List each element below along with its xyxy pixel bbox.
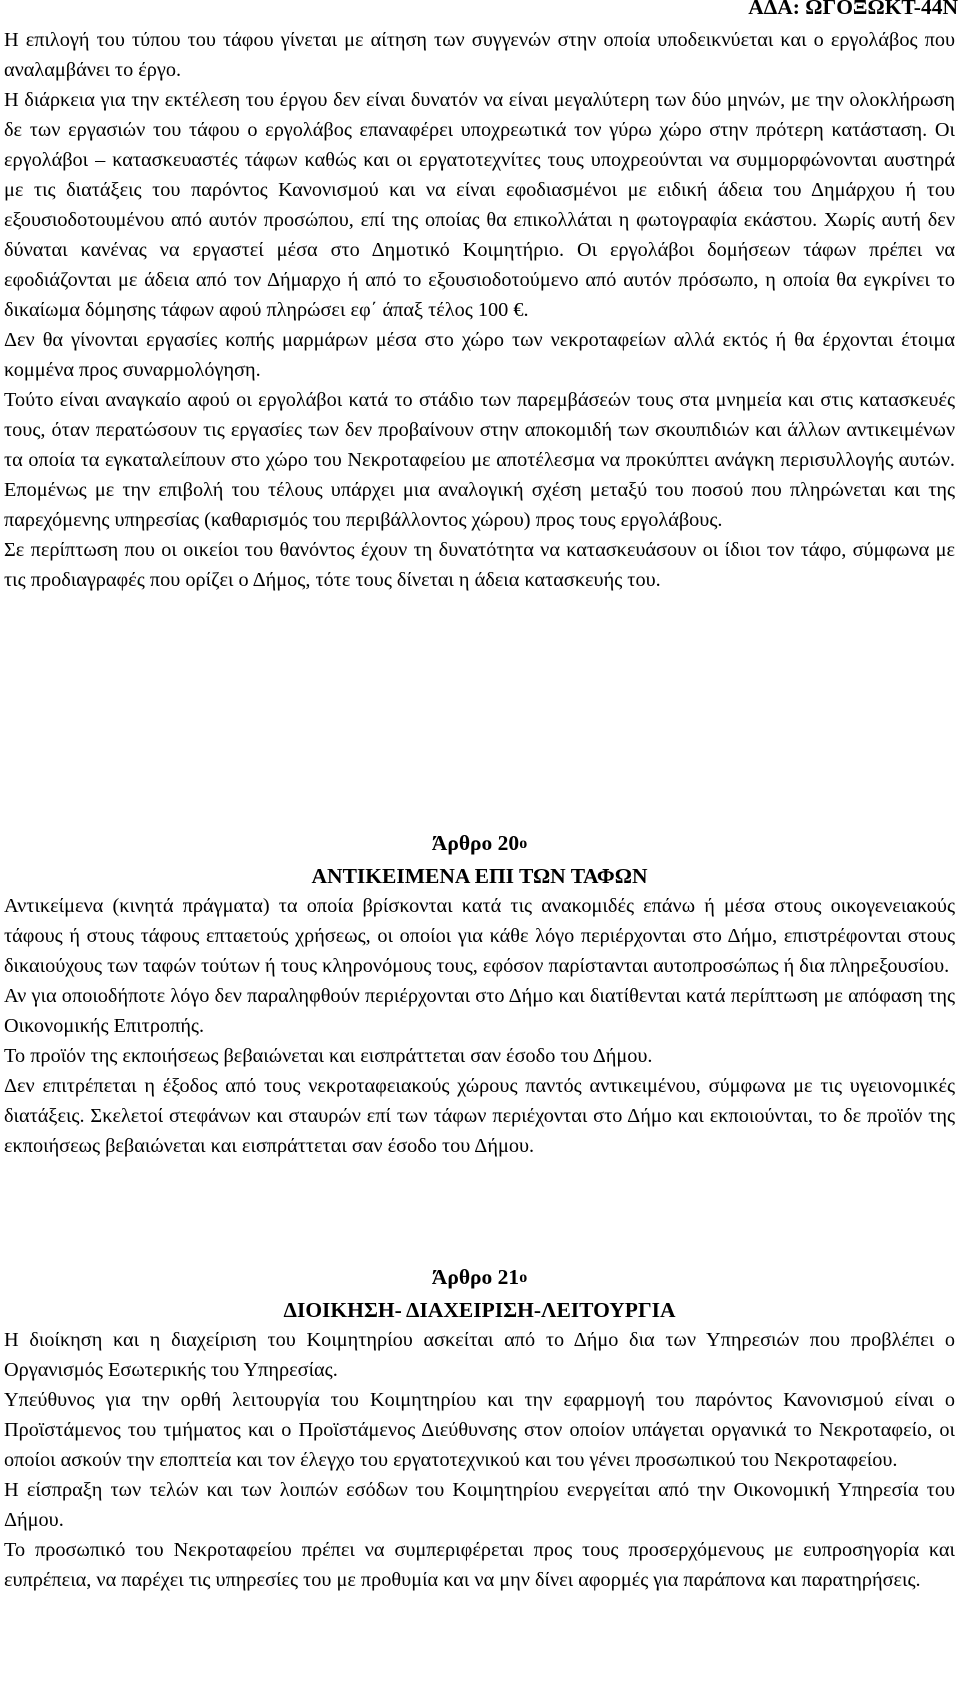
ada-code: ΑΔΑ: ΩΓΟΞΩΚΤ-44Ν xyxy=(748,0,958,19)
ordinal-suffix: ο xyxy=(519,1269,528,1286)
section-top xyxy=(4,25,955,595)
article-number-label: Άρθρο 20 xyxy=(431,831,520,855)
paragraph: Τούτο είναι αναγκαίο αφού οι εργολάβοι κατά το στάδιο των παρεμβάσεών τους στα μνημεία και στις κατασκευές τους, όταν περατώσουν τις εργασίες των δεν προβαίνουν στην αποκομιδή των σκουπιδιών και άλλων αντικειμένων τα οποία τα εγκαταλείπουν στο χώρο του Νεκροταφείου με αποτέλεσμα να προκύπτει ανάγκη περισυλλογής αυτών. Επομένως με την επιβολή του τέλους υπάρχει μια αναλογική σχέση μεταξύ του ποσού που πληρώνεται και της παρεχόμενης υπηρεσίας (καθαρισμός του περιβάλλοντος χώρου) προς τους εργολάβους. xyxy=(4,389,955,531)
article-21 xyxy=(4,1262,955,1595)
article-title: ΑΝΤΙΚΕΙΜΕΝΑ ΕΠΙ ΤΩΝ ΤΑΦΩΝ xyxy=(311,864,648,888)
paragraph: Η επιλογή του τύπου του τάφου γίνεται με αίτηση των συγγενών στην οποία υποδεικνύεται και ο εργολάβος που αναλαμβάνει το έργο. xyxy=(4,29,955,81)
paragraph: Το προϊόν της εκποιήσεως βεβαιώνεται και εισπράττεται σαν έσοδο του Δήμου. xyxy=(4,1045,653,1067)
paragraph: Το προσωπικό του Νεκροταφείου πρέπει να συμπεριφέρεται προς τους προσερχόμενους με ευπροσηγορία και ευπρέπεια, να παρέχει τις υπηρεσίες του με προθυμία και να μην δίνει αφορμές για παράπονα και παρατηρήσεις. xyxy=(4,1539,955,1591)
ordinal-suffix: ο xyxy=(519,835,528,852)
article-number-label: Άρθρο 21 xyxy=(431,1265,520,1289)
paragraph: Υπεύθυνος για την ορθή λειτουργία του Κοιμητηρίου και την εφαρμογή του παρόντος Κανονισμού είναι ο Προϊστάμενος του τμήματος και ο Προϊστάμενος Διεύθυνσης στον οποίον υπάγεται οργανικά το Νεκροταφείο, οι οποίοι ασκούν την εποπτεία και τον έλεγχο του εργατοτεχνικού και του γένει προσωπικού του Νεκροταφείου. xyxy=(4,1389,955,1471)
article-number xyxy=(4,1262,955,1295)
paragraph: Δεν επιτρέπεται η έξοδος από τους νεκροταφειακούς χώρους παντός αντικειμένου, σύμφωνα με τις υγειονομικές διατάξεις. Σκελετοί στεφάνων και σταυρών επί των τάφων περιέχονται στο Δήμο και εκποιούνται, το δε προϊόν της εκποιήσεως βεβαιώνεται και εισπράττεται σαν έσοδο του Δήμου. xyxy=(4,1075,955,1157)
paragraph: Αντικείμενα (κινητά πράγματα) τα οποία βρίσκονται κατά τις ανακομιδές επάνω ή μέσα στους οικογενειακούς τάφους ή στους τάφους επταετούς χρήσεως, οι οποίοι για κάθε λόγο περιέρχονται στο Δήμο, επιστρέφονται στους δικαιούχους των ταφών τούτων ή τους κληρονόμους τους, εφόσον παρίστανται αυτοπροσώπως ή δια πληρεξουσίου. xyxy=(4,895,955,977)
paragraph: Αν για οποιοδήποτε λόγο δεν παραληφθούν περιέρχονται στο Δήμο και διατίθενται κατά περίπτωση με απόφαση της Οικονομικής Επιτροπής. xyxy=(4,985,955,1037)
paragraph: Η διάρκεια για την εκτέλεση του έργου δεν είναι δυνατόν να είναι μεγαλύτερη των δύο μηνών, με την ολοκλήρωση δε των εργασιών του τάφου ο εργολάβος επαναφέρει υποχρεωτικά τον γύρω χώρο στην πρότερη κατάσταση. Οι εργολάβοι – κατασκευαστές τάφων καθώς και οι εργατοτεχνίτες τους υποχρεούνται να συμμορφώνονται αυστηρά με τις διατάξεις του παρόντος Κανονισμού και να είναι εφοδιασμένοι με ειδική άδεια του Δημάρχου ή του εξουσιοδοτουμένου από αυτόν προσώπου, επί της οποίας θα επικολλάται η φωτογραφία εκάστου. Χωρίς αυτή δεν δύναται κανένας να εργαστεί μέσα στο Δημοτικό Κοιμητήριο. Οι εργολάβοι δομήσεων τάφων πρέπει να εφοδιάζονται με άδεια από τον Δήμαρχο ή από το εξουσιοδοτούμενο από αυτόν πρόσωπο, η οποία θα εγκρίνει το δικαίωμα δόμησης τάφων αφού πληρώσει εφ΄ άπαξ τέλος 100 €. xyxy=(4,89,955,321)
paragraph: Δεν θα γίνονται εργασίες κοπής μαρμάρων μέσα στο χώρο των νεκροταφείων αλλά εκτός ή θα έρχονται έτοιμα κομμένα προς συναρμολόγηση. xyxy=(4,329,955,381)
article-number xyxy=(4,828,955,861)
article-title: ΔΙΟΙΚΗΣΗ- ΔΙΑΧΕΙΡΙΣΗ-ΛΕΙΤΟΥΡΓΙΑ xyxy=(283,1298,676,1322)
paragraph: Η διοίκηση και η διαχείριση του Κοιμητηρίου ασκείται από το Δήμο δια των Υπηρεσιών που προβλέπει ο Οργανισμός Εσωτερικής του Υπηρεσίας. xyxy=(4,1329,955,1381)
article-20 xyxy=(4,828,955,1161)
paragraph: Η είσπραξη των τελών και των λοιπών εσόδων του Κοιμητηρίου ενεργείται από την Οικονομική Υπηρεσία του Δήμου. xyxy=(4,1479,955,1531)
paragraph: Σε περίπτωση που οι οικείοι του θανόντος έχουν τη δυνατότητα να κατασκευάσουν οι ίδιοι τον τάφο, σύμφωνα με τις προδιαγραφές που ορίζει ο Δήμος, τότε τους δίνεται η άδεια κατασκευής του. xyxy=(4,539,955,591)
